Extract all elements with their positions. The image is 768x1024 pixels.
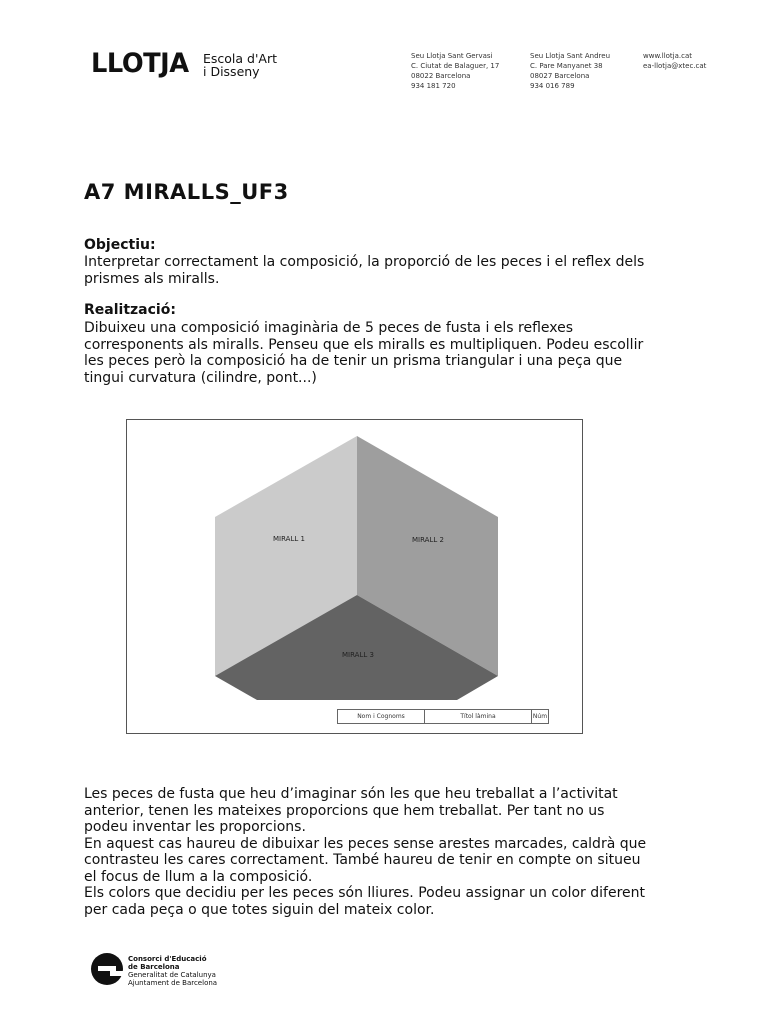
realization-text	[84, 320, 684, 386]
title-block-number: Núm	[532, 713, 548, 720]
objective-text	[84, 254, 684, 287]
consorci-logo-icon	[90, 949, 124, 987]
mirrors-figure	[126, 419, 583, 734]
consorci-line: Ajuntament de Barcelona	[128, 979, 218, 987]
text-line: Dibuixeu una composició imaginària de 5 peces de fusta i els reflexes	[84, 320, 574, 336]
text-line: Les peces de fusta que heu d’imaginar són les que heu treballat a l’activitat	[84, 786, 618, 802]
contact-info	[643, 51, 706, 71]
school-name	[203, 52, 277, 78]
text-line: Els colors que decidiu per les peces són lliures. Podeu assignar un color diferent	[84, 885, 645, 901]
address-line: Seu Llotja Sant Gervasi	[411, 52, 493, 60]
consorci-line: Consorci d'Educació	[128, 955, 207, 963]
address-line: Seu Llotja Sant Andreu	[530, 52, 611, 60]
address-line: C. Ciutat de Balaguer, 17	[411, 62, 500, 70]
text-line: per cada peça o que totes siguin del mateix color.	[84, 901, 435, 918]
closing-text	[84, 786, 684, 918]
consorci-line: Generalitat de Catalunya	[128, 971, 216, 979]
text-line: En aquest cas haureu de dibuixar les peces sense arestes marcades, caldrà que	[84, 835, 647, 852]
text-line: tingui curvatura (cilindre, pont...)	[84, 369, 317, 386]
text-line: anterior, tenen les mateixes proporcions que hem treballat. Per tant no us	[84, 802, 605, 819]
text-line: les peces però la composició ha de tenir un prisma triangular i una peça que	[84, 353, 623, 369]
text-line: contrasteu les cares correctament. També haureu de tenir en compte on situeu	[84, 852, 641, 868]
title-block-name: Nom i Cognoms	[338, 710, 425, 723]
text-line: prismes als miralls.	[84, 270, 220, 287]
objective-label: Objectiu:	[84, 237, 156, 253]
address-line: 934 016 789	[530, 82, 575, 90]
address-sant-gervasi	[411, 51, 499, 91]
mirror-3-label: MIRALL 3	[342, 651, 374, 659]
address-sant-andreu	[530, 51, 610, 91]
email-link[interactable]: ea-llotja@xtec.cat	[643, 62, 707, 70]
title-block-title: Títol làmina	[425, 710, 532, 723]
realization-label: Realització:	[84, 302, 176, 318]
page-title: A7 MIRALLS_UF3	[84, 180, 289, 204]
consorci-text	[128, 955, 217, 987]
address-line: 08027 Barcelona	[530, 72, 590, 80]
text-line: el focus de llum a la composició.	[84, 868, 313, 885]
mirror-2-label: MIRALL 2	[412, 536, 444, 544]
mirror-1-label: MIRALL 1	[273, 535, 305, 543]
address-line: C. Pare Manyanet 38	[530, 62, 603, 70]
text-line: Interpretar correctament la composició, la proporció de les peces i el reflex dels	[84, 254, 645, 270]
consorci-line: de Barcelona	[128, 963, 180, 971]
address-line: 08022 Barcelona	[411, 72, 471, 80]
text-line: podeu inventar les proporcions.	[84, 819, 306, 835]
address-line: 934 181 720	[411, 82, 456, 90]
drawing-title-block	[337, 709, 549, 724]
school-name-line-1: Escola d'Art	[203, 51, 277, 66]
llotja-logo: LLOTJA	[91, 48, 189, 79]
website-link[interactable]: www.llotja.cat	[643, 52, 693, 60]
text-line: corresponents als miralls. Penseu que els miralls es multipliquen. Podeu escollir	[84, 336, 644, 353]
school-name-line-2: i Disseny	[203, 64, 260, 79]
mirrors-diagram	[127, 420, 584, 735]
